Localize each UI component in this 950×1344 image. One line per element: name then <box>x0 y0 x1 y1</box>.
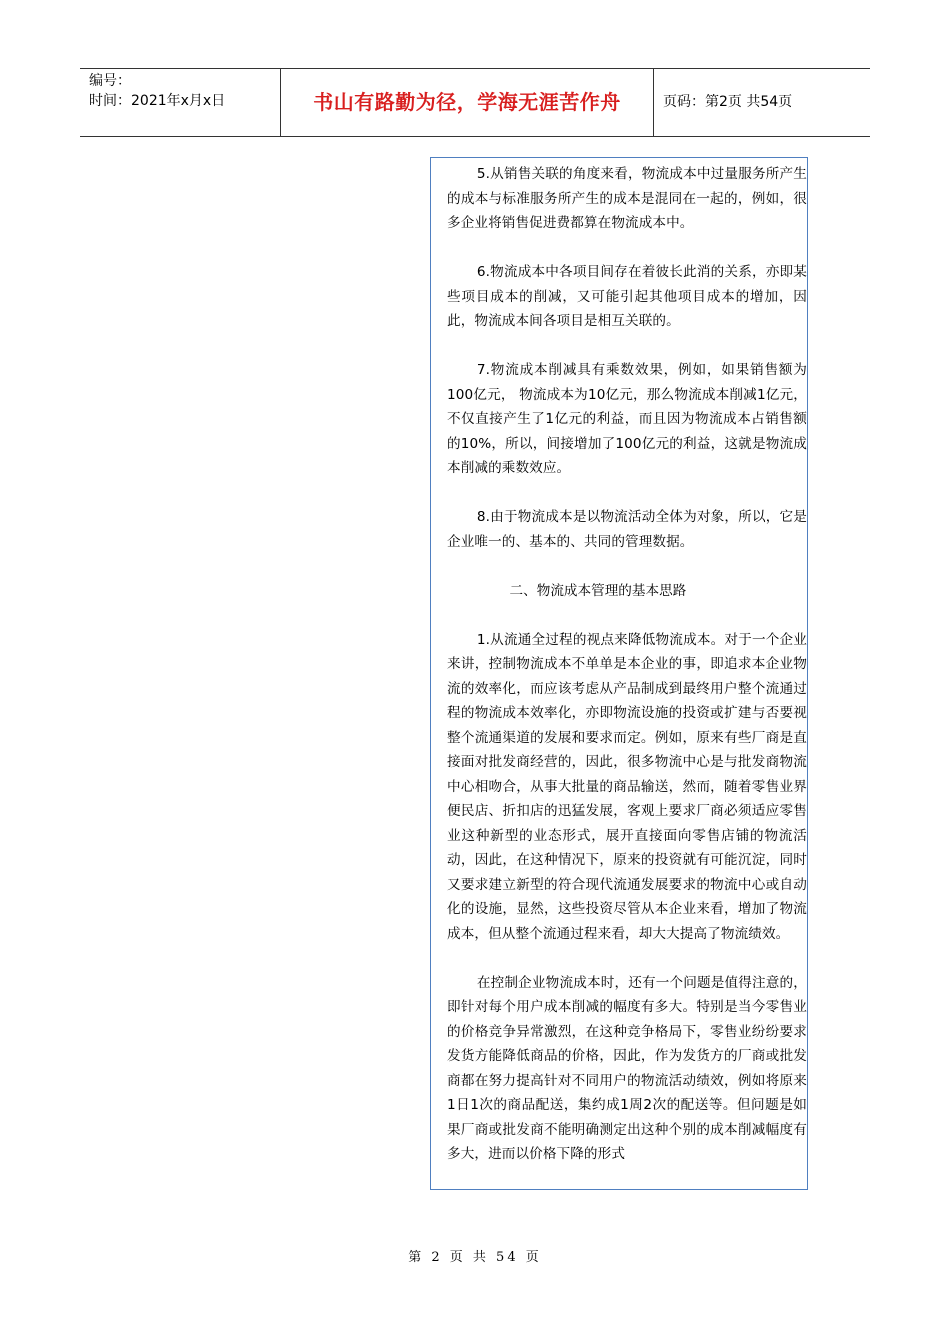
section-paragraph-2: 在控制企业物流成本时，还有一个问题是值得注意的，即针对每个用户成本削减的幅度有多大。特别是当今零售业的价格竞争异常激烈，在这种竞争格局下，零售业纷纷要求发货方能降低商品的价格，因此，作为发货方的厂商或批发商都在努力提高针对不同用户的物流活动绩效，例如将原来1日1次的商品配送，集约成1周2次的配送等。但问题是如果厂商或批发商不能明确测定出这种个别的成本削减幅度有多大，进而以价格下降的形式 <box>447 974 807 1162</box>
paragraph-8: 8.由于物流成本是以物流活动全体为对象，所以，它是企业唯一的、基本的、共同的管理数据。 <box>447 509 807 550</box>
header-meta <box>80 69 281 136</box>
header-motto: 书山有路勤为径，学海无涯苦作舟 <box>281 69 654 136</box>
paragraph-6: 6.物流成本中各项目间存在着彼长此消的关系，亦即某些项目成本的削减，又可能引起其他项目成本的增加，因此，物流成本间各项目是相互关联的。 <box>447 264 807 329</box>
section-paragraph-1: 1.从流通全过程的视点来降低物流成本。对于一个企业来讲，控制物流成本不单单是本企业的事，即追求本企业物流的效率化，而应该考虑从产品制成到最终用户整个流通过程的物流成本效率化，亦即物流设施的投资或扩建与否要视整个流通渠道的发展和要求而定。例如，原来有些厂商是直接面对批发商经营的，因此，很多物流中心是与批发商物流中心相吻合，从事大批量的商品输送，然而，随着零售业界便民店、折扣店的迅猛发展，客观上要求厂商必须适应零售业这种新型的业态形式，展开直接面向零售店铺的物流活动，因此，在这种情况下，原来的投资就有可能沉淀，同时又要求建立新型的符合现代流通发展要求的物流中心或自动化的设施，显然，这些投资尽管从本企业来看，增加了物流成本，但从整个流通过程来看，却大大提高了物流绩效。 <box>447 631 807 942</box>
content-text-box <box>430 157 808 1190</box>
document-time-label: 时间：2021年x月x日 <box>89 93 226 109</box>
page-footer: 第 2 页 共 54 页 <box>408 1250 542 1265</box>
document-number-label: 编号： <box>89 73 131 89</box>
section-heading: 二、物流成本管理的基本思路 <box>509 582 687 599</box>
header-page-number: 页码：第2页 共54页 <box>663 94 793 110</box>
paragraph-7: 7.物流成本削减具有乘数效果，例如，如果销售额为100亿元， 物流成本为10亿元，那么物流成本削减1亿元，不仅直接产生了1亿元的利益，而且因为物流成本占销售额的10%，所以，间接增加了100亿元的利益，这就是物流成本削减的乘数效应。 <box>447 362 807 476</box>
page-header <box>80 68 870 137</box>
paragraph-5: 5.从销售关联的角度来看，物流成本中过量服务所产生的成本与标准服务所产生的成本是混同在一起的，例如，很多企业将销售促进费都算在物流成本中。 <box>447 166 807 231</box>
